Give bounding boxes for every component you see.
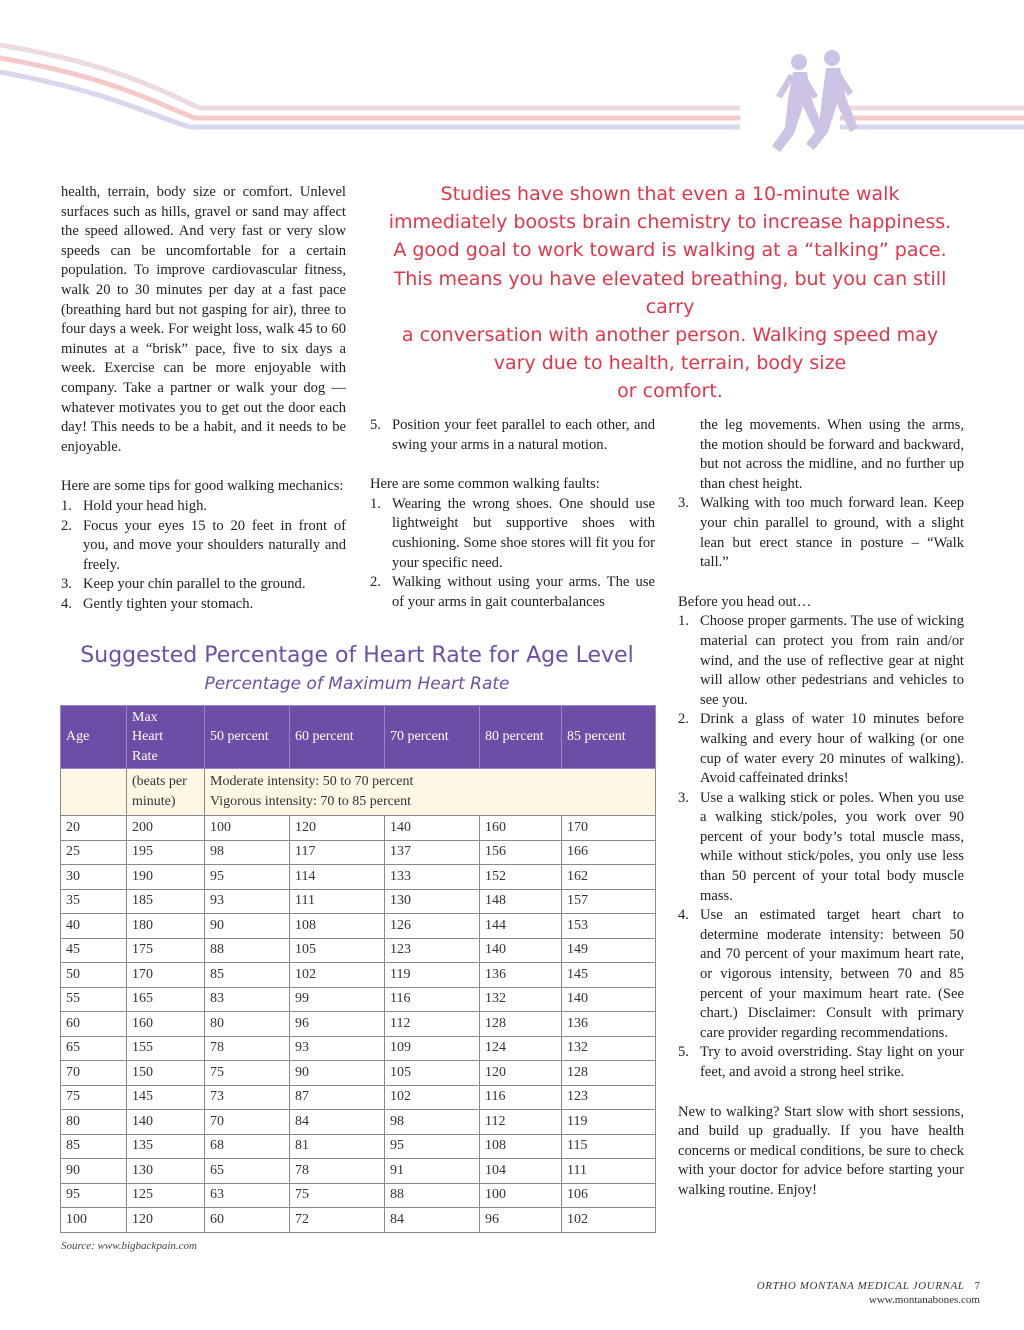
table-cell: 90 bbox=[61, 1159, 127, 1184]
table-cell: 81 bbox=[290, 1134, 385, 1159]
table-cell: 102 bbox=[290, 963, 385, 988]
table-cell: 91 bbox=[385, 1159, 480, 1184]
table-cell: 175 bbox=[127, 938, 205, 963]
table-cell: 112 bbox=[480, 1110, 562, 1135]
table-cell: 40 bbox=[61, 914, 127, 939]
table-cell: 84 bbox=[290, 1110, 385, 1135]
footer-url: www.montanabones.com bbox=[868, 1294, 980, 1306]
left-column bbox=[61, 183, 346, 614]
table-cell: 108 bbox=[480, 1134, 562, 1159]
intensity-note-row bbox=[61, 769, 656, 816]
table-cell: 45 bbox=[61, 938, 127, 963]
list-item: 4. Gently tighten your stomach. bbox=[61, 595, 254, 612]
table-cell: 133 bbox=[385, 865, 480, 890]
table-cell: 125 bbox=[127, 1183, 205, 1208]
tips-list bbox=[61, 497, 346, 615]
chart-title: Suggested Percentage of Heart Rate for Age Level bbox=[80, 643, 634, 668]
table-cell: 100 bbox=[205, 816, 290, 841]
list-item: 5. Try to avoid overstriding. Stay light on your feet, and avoid a strong heel strike. bbox=[678, 1044, 964, 1080]
right-column bbox=[678, 416, 964, 1201]
table-cell: 120 bbox=[290, 816, 385, 841]
list-item: 4. Use an estimated target heart chart to determine moderate intensity: between 50 and 70 percent of your maximum heart rate, or vigorous intensity, between 70 and 85 percent of your maximum heart rate. (See chart.) Disclaimer: Consult with primary care provider regarding recommendations. bbox=[678, 907, 964, 1041]
table-cell: 145 bbox=[562, 963, 656, 988]
table-cell: 155 bbox=[127, 1036, 205, 1061]
table-cell: 165 bbox=[127, 987, 205, 1012]
pull-quote-line: This means you have elevated breathing, but you can still carry bbox=[393, 267, 947, 318]
table-cell: 109 bbox=[385, 1036, 480, 1061]
table-cell: 102 bbox=[385, 1085, 480, 1110]
table-cell: 115 bbox=[562, 1134, 656, 1159]
table-row bbox=[61, 938, 656, 963]
intensity-note: Moderate intensity: 50 to 70 percent Vigorous intensity: 70 to 85 percent bbox=[205, 769, 656, 816]
faults-list-continued bbox=[678, 416, 964, 573]
table-row bbox=[61, 963, 656, 988]
journal-name: ORTHO MONTANA MEDICAL JOURNAL bbox=[756, 1280, 965, 1292]
table-cell: 78 bbox=[205, 1036, 290, 1061]
tips-heading: Here are some tips for good walking mechanics: bbox=[61, 478, 344, 495]
table-cell: 135 bbox=[127, 1134, 205, 1159]
table-cell: 140 bbox=[562, 987, 656, 1012]
table-cell: 100 bbox=[61, 1208, 127, 1233]
header-60-percent: 60 percent bbox=[290, 706, 385, 769]
table-cell: 136 bbox=[480, 963, 562, 988]
table-cell: 152 bbox=[480, 865, 562, 890]
table-cell: 170 bbox=[127, 963, 205, 988]
table-cell: 120 bbox=[127, 1208, 205, 1233]
table-cell: 70 bbox=[61, 1061, 127, 1086]
table-cell: 200 bbox=[127, 816, 205, 841]
table-cell: 144 bbox=[480, 914, 562, 939]
header-decoration bbox=[0, 0, 1024, 175]
list-item: 2. Focus your eyes 15 to 20 feet in front of you, and move your shoulders naturally and freely. bbox=[61, 517, 346, 573]
table-cell: 35 bbox=[61, 889, 127, 914]
list-item: the leg movements. When using the arms, the motion should be forward and backward, but not across the midline, and no further up than chest height. bbox=[700, 417, 964, 492]
table-cell: 50 bbox=[61, 963, 127, 988]
table-cell: 180 bbox=[127, 914, 205, 939]
header-age: Age bbox=[61, 706, 127, 769]
table-cell: 157 bbox=[562, 889, 656, 914]
table-cell: 132 bbox=[480, 987, 562, 1012]
before-list bbox=[678, 612, 964, 1082]
table-cell: 99 bbox=[290, 987, 385, 1012]
table-cell: 65 bbox=[61, 1036, 127, 1061]
table-row bbox=[61, 1085, 656, 1110]
table-row bbox=[61, 1061, 656, 1086]
table-cell: 123 bbox=[562, 1085, 656, 1110]
table-cell: 128 bbox=[562, 1061, 656, 1086]
list-item: 1. Choose proper garments. The use of wicking material can protect you from rain and/or wind, and the use of reflective gear at night will allow other pedestrians and vehicles to see you. bbox=[678, 613, 964, 708]
table-cell: 96 bbox=[290, 1012, 385, 1037]
table-cell: 60 bbox=[61, 1012, 127, 1037]
table-cell: 96 bbox=[480, 1208, 562, 1233]
table-cell: 80 bbox=[205, 1012, 290, 1037]
intro-paragraph: health, terrain, body size or comfort. Unlevel surfaces such as hills, gravel or sand may affect the speed allowed. And very fast or very slow speeds can be uncomfortable for a certain population. To improve cardiovascular fitness, walk 20 to 30 minutes per day at a fast pace (breathing hard but not gasping for air), three to four days a week. For weight loss, walk 45 to 60 minutes at a “brisk” pace, five to six days a week. Exercise can be more enjoyable with company. Take a partner or walk your dog — whatever motivates you to get out the door each day! This needs to be a habit, and it needs to be enjoyable. bbox=[61, 184, 346, 455]
heart-rate-table bbox=[60, 705, 656, 1233]
table-cell: 190 bbox=[127, 865, 205, 890]
middle-column bbox=[370, 416, 655, 612]
list-item: 2. Drink a glass of water 10 minutes before walking and every hour of walking (or one cup of water every 20 minutes of walking). Avoid caffeinated drinks! bbox=[678, 711, 964, 787]
table-cell: 98 bbox=[205, 840, 290, 865]
faults-heading: Here are some common walking faults: bbox=[370, 476, 600, 493]
table-cell: 124 bbox=[480, 1036, 562, 1061]
table-cell: 70 bbox=[205, 1110, 290, 1135]
table-row bbox=[61, 914, 656, 939]
table-cell: 102 bbox=[562, 1208, 656, 1233]
table-cell: 93 bbox=[290, 1036, 385, 1061]
table-row bbox=[61, 1012, 656, 1037]
table-cell: 123 bbox=[385, 938, 480, 963]
table-cell: 148 bbox=[480, 889, 562, 914]
faults-list bbox=[370, 495, 655, 613]
pull-quote-line: immediately boosts brain chemistry to increase happiness. bbox=[388, 211, 952, 234]
list-item: 1. Hold your head high. bbox=[61, 497, 208, 514]
closing-paragraph: New to walking? Start slow with short sessions, and build up gradually. If you have health concerns or medical conditions, be sure to check with your doctor for advice before starting your walking routine. Enjoy! bbox=[678, 1103, 964, 1198]
table-cell: 150 bbox=[127, 1061, 205, 1086]
table-cell: 153 bbox=[562, 914, 656, 939]
table-cell: 130 bbox=[385, 889, 480, 914]
table-cell: 88 bbox=[205, 938, 290, 963]
table-cell: 83 bbox=[205, 987, 290, 1012]
table-cell: 136 bbox=[562, 1012, 656, 1037]
table-cell: 95 bbox=[385, 1134, 480, 1159]
table-cell: 98 bbox=[385, 1110, 480, 1135]
table-cell: 85 bbox=[61, 1134, 127, 1159]
table-cell: 140 bbox=[127, 1110, 205, 1135]
table-cell: 145 bbox=[127, 1085, 205, 1110]
table-cell: 105 bbox=[385, 1061, 480, 1086]
table-cell: 170 bbox=[562, 816, 656, 841]
table-cell: 75 bbox=[290, 1183, 385, 1208]
table-cell: 55 bbox=[61, 987, 127, 1012]
table-cell: 95 bbox=[205, 865, 290, 890]
table-row bbox=[61, 816, 656, 841]
table-row bbox=[61, 840, 656, 865]
table-cell: 78 bbox=[290, 1159, 385, 1184]
table-cell: 88 bbox=[385, 1183, 480, 1208]
table-cell: 84 bbox=[385, 1208, 480, 1233]
unit-note: (beats per minute) bbox=[127, 769, 205, 816]
table-cell: 156 bbox=[480, 840, 562, 865]
table-cell: 20 bbox=[61, 816, 127, 841]
table-cell: 90 bbox=[205, 914, 290, 939]
table-cell: 137 bbox=[385, 840, 480, 865]
table-cell: 95 bbox=[61, 1183, 127, 1208]
table-cell: 68 bbox=[205, 1134, 290, 1159]
list-item: 1. Wearing the wrong shoes. One should use lightweight but supportive shoes with cushioning. Some shoe stores will fit you for your specific need. bbox=[370, 495, 655, 571]
table-cell: 119 bbox=[562, 1110, 656, 1135]
header-70-percent: 70 percent bbox=[385, 706, 480, 769]
table-row bbox=[61, 1110, 656, 1135]
table-cell: 160 bbox=[480, 816, 562, 841]
header-max-heart-rate: Max Heart Rate bbox=[127, 706, 205, 769]
table-cell: 111 bbox=[290, 889, 385, 914]
table-cell: 25 bbox=[61, 840, 127, 865]
before-heading: Before you head out… bbox=[678, 593, 812, 610]
table-cell: 116 bbox=[480, 1085, 562, 1110]
tips-list-continued bbox=[370, 416, 655, 455]
pull-quote-line: Studies have shown that even a 10-minute walk bbox=[440, 183, 900, 205]
table-cell: 60 bbox=[205, 1208, 290, 1233]
walking-couple-icon bbox=[772, 50, 858, 152]
list-item: 3. Walking with too much forward lean. Keep your chin parallel to ground, with a slight lean but erect stance in posture – “Walk tall.” bbox=[678, 495, 964, 571]
table-cell: 104 bbox=[480, 1159, 562, 1184]
table-cell: 73 bbox=[205, 1085, 290, 1110]
pull-quote-line: vary due to health, terrain, body size bbox=[493, 352, 847, 375]
table-cell: 90 bbox=[290, 1061, 385, 1086]
table-cell: 140 bbox=[385, 816, 480, 841]
table-cell: 30 bbox=[61, 865, 127, 890]
page-footer bbox=[757, 1279, 980, 1307]
table-cell: 63 bbox=[205, 1183, 290, 1208]
list-item: 2. Walking without using your arms. The use of your arms in gait counterbalances bbox=[370, 574, 655, 610]
table-cell: 108 bbox=[290, 914, 385, 939]
table-cell: 93 bbox=[205, 889, 290, 914]
list-item: 5. Position your feet parallel to each other, and swing your arms in a natural motion. bbox=[370, 417, 655, 453]
chart-source: Source: www.bigbackpain.com bbox=[61, 1240, 197, 1252]
table-cell: 114 bbox=[290, 865, 385, 890]
table-cell: 72 bbox=[290, 1208, 385, 1233]
table-cell: 85 bbox=[205, 963, 290, 988]
header-50-percent: 50 percent bbox=[205, 706, 290, 769]
table-cell: 75 bbox=[61, 1085, 127, 1110]
table-cell: 185 bbox=[127, 889, 205, 914]
table-cell: 80 bbox=[61, 1110, 127, 1135]
table-cell: 117 bbox=[290, 840, 385, 865]
table-cell: 195 bbox=[127, 840, 205, 865]
table-row bbox=[61, 1134, 656, 1159]
table-cell: 100 bbox=[480, 1183, 562, 1208]
table-row bbox=[61, 889, 656, 914]
table-row bbox=[61, 1183, 656, 1208]
table-cell: 112 bbox=[385, 1012, 480, 1037]
table-cell: 166 bbox=[562, 840, 656, 865]
table-header-row bbox=[61, 706, 656, 769]
pull-quote bbox=[372, 180, 968, 406]
table-row bbox=[61, 1208, 656, 1233]
table-cell: 87 bbox=[290, 1085, 385, 1110]
table-cell: 75 bbox=[205, 1061, 290, 1086]
table-cell: 149 bbox=[562, 938, 656, 963]
table-row bbox=[61, 865, 656, 890]
table-cell: 120 bbox=[480, 1061, 562, 1086]
pull-quote-line: A good goal to work toward is walking at a “talking” pace. bbox=[393, 239, 947, 262]
header-85-percent: 85 percent bbox=[562, 706, 656, 769]
list-item: 3. Use a walking stick or poles. When you use a walking stick/poles, you work over 90 percent of your body’s total muscle mass, while without stick/poles, you only use less than 50 percent of your total body muscle mass. bbox=[678, 789, 964, 904]
table-cell bbox=[61, 769, 127, 816]
pull-quote-line: a conversation with another person. Walking speed may bbox=[401, 324, 939, 347]
header-80-percent: 80 percent bbox=[480, 706, 562, 769]
table-cell: 126 bbox=[385, 914, 480, 939]
table-cell: 132 bbox=[562, 1036, 656, 1061]
table-cell: 130 bbox=[127, 1159, 205, 1184]
table-cell: 119 bbox=[385, 963, 480, 988]
table-cell: 140 bbox=[480, 938, 562, 963]
list-item: 3. Keep your chin parallel to the ground. bbox=[61, 576, 306, 593]
table-cell: 128 bbox=[480, 1012, 562, 1037]
table-row bbox=[61, 1036, 656, 1061]
table-cell: 162 bbox=[562, 865, 656, 890]
table-cell: 106 bbox=[562, 1183, 656, 1208]
page-number: 7 bbox=[974, 1280, 980, 1292]
chart-subtitle: Percentage of Maximum Heart Rate bbox=[204, 674, 510, 694]
table-cell: 160 bbox=[127, 1012, 205, 1037]
pull-quote-line: or comfort. bbox=[617, 380, 723, 403]
table-cell: 105 bbox=[290, 938, 385, 963]
table-cell: 116 bbox=[385, 987, 480, 1012]
table-cell: 111 bbox=[562, 1159, 656, 1184]
table-row bbox=[61, 1159, 656, 1184]
table-row bbox=[61, 987, 656, 1012]
table-cell: 65 bbox=[205, 1159, 290, 1184]
